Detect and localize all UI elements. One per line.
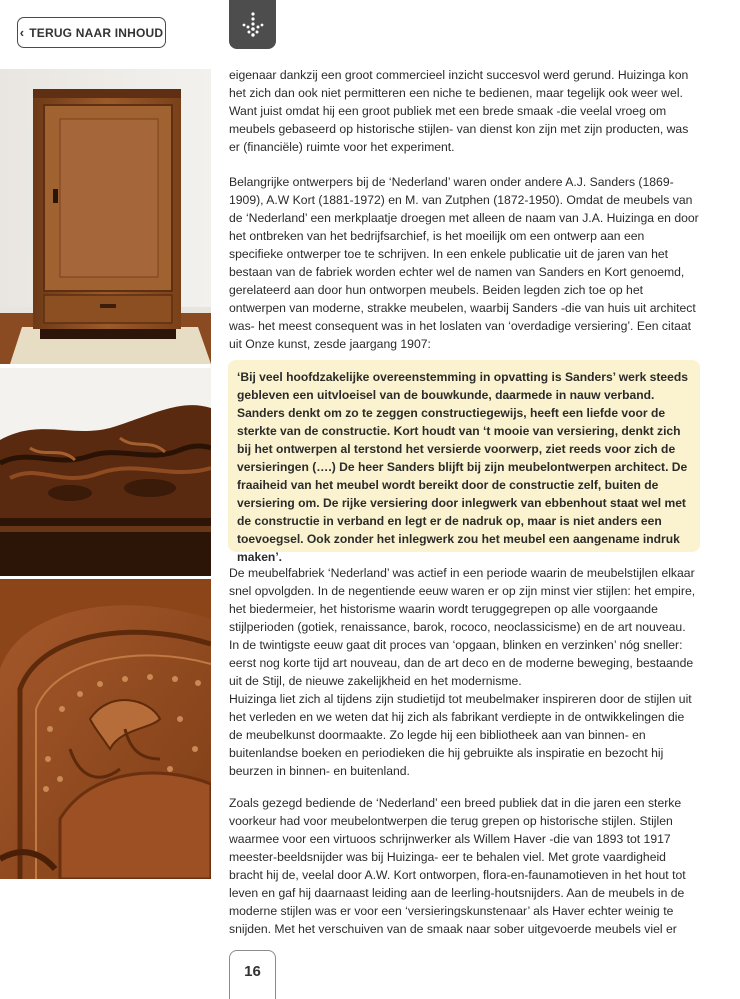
paragraph-text: Huizinga liet zich al tijdens zijn studietijd tot meubelmaker inspireren door de stijlen uit het verleden en we weten dat hij zich als fabrikant verdiepte in de ontwikkelingen die de meubelkunst doormaakte. Zo legde hij een bibliotheek aan van binnen- en buitenlandse boeken en periodieken die hij gebruikte als inspiratie en bezocht hij beurzen in binnen- en buitenland. [229, 692, 692, 778]
paragraph-haver [229, 794, 699, 938]
carved-door-panel-photo [0, 579, 211, 879]
paragraph-text: Belangrijke ontwerpers bij de ‘Nederland’ waren onder andere A.J. Sanders (1869-1909), A.W Kort (1881-1972) en M. van Zutphen (1872-1950). Omdat de meubels van de ‘Nederland’ een merkplaatje droegen met alleen de naam van J.A. Huizinga en door het ontbreken van het bedrijfsarchief, is het moeilijk om een ontwerp aan een specifieke ontwerper toe te schrijven. In een enkele publicatie uit de jaren van het bestaan van de fabriek worden echter wel de namen van Sanders en Kort genoemd, gerelateerd aan door hun ontworpen meubels. Beiden legden zich toe op het ontwerpen van moderne, strakke meubelen, waarbij Sanders -die van huis uit architect was- het meest consequent was in het loslaten van ‘overdadige versiering’. Een citaat uit Onze kunst, zesde jaargang 1907: [229, 175, 699, 351]
carved-wood-relief-photo [0, 368, 211, 576]
paragraph-styles [229, 564, 699, 780]
quote-box [228, 360, 700, 564]
paragraph-intro [229, 66, 699, 156]
quote-text: ‘Bij veel hoofdzakelijke overeenstemming in opvatting is Sanders’ werk steeds gebleven een uitvloeisel van de bouwkunde, daarmede in nauw verband. Sanders denkt om zo te zeggen constructiegewijs, heeft een liefde voor de sterkte van de constructie. Kort houdt van ‘t mooie van versiering, denkt zich bij het ontwerpen al terstond het versierde voorwerp, ziet reeds voor zich de versieringen (….) De heer Sanders blijft bij zijn meubelontwerpen architect. De fraaiheid van het meubel wordt bereikt door de constructie zelf, buiten de versiering om. De rijke versiering door inlegwerk van ebbenhout staat wel met de constructie in verband en legt er de nadruk op, maar is niet anders een toevoegsel. Ook zonder het inlegwerk zou het meubel een aangename indruk maken’. [237, 370, 688, 564]
paragraph-text: De meubelfabriek ‘Nederland’ was actief in een periode waarin de meubelstijlen elkaar snel opvolgden. In de negentiende eeuw waren er op zijn minst vier stijlen: het empire, het biedermeier, het historisme waarin wordt teruggegrepen op alle voorgaande stijlperioden (gotiek, renaissance, barok, rococo, neoclassicisme) en de art nouveau. In de twintigste eeuw gaat dit proces van ‘opgaan, blinken en verzinken’ nóg sneller: eerst nog korte tijd art nouveau, dan de art deco en de moderne beweging, bestaande uit de Stijl, de nieuwe zakelijkheid en het modernisme. [229, 566, 696, 688]
back-to-contents-label: TERUG NAAR INHOUD [29, 25, 164, 40]
chevron-left-icon: ‹ [19, 25, 25, 40]
page-number: 16 [229, 950, 276, 999]
paragraph-designers [229, 173, 699, 353]
back-to-contents-button[interactable] [17, 17, 166, 48]
paragraph-text: eigenaar dankzij een groot commercieel inzicht succesvol werd gerund. Huizinga kon het zich dan ook niet permitteren een niche te bedienen, maar tegelijk ook weer wel. Want juist omdat hij een groot publiek met een brede smaak -die veelal vroeg om meubels gebaseerd op historische stijlen- van dienst kon zijn met zijn producten, was er (financiële) ruimte voor het experiment. [229, 68, 689, 154]
wooden-cabinet-photo [0, 69, 211, 364]
scroll-down-tab[interactable] [229, 0, 276, 49]
paragraph-text: Zoals gezegd bediende de ‘Nederland’ een breed publiek dat in die jaren een sterke voorkeur had voor meubelontwerpen die terug grepen op historische stijlen. Stijlen waarmee voor een virtuoos schrijnwerker als Willem Haver -die van 1893 tot 1917 meester-beeldsnijder was bij Huizinga- eer te behalen viel. Met grote vaardigheid bracht hij de, veelal door A.W. Kort ontworpen, flora-en-faunamotieven in het hout tot leven en gaf hij daarnaast leiding aan de leerling-houtsnijders. Aan de meubels in de moderne stijlen was er voor een ‘versieringskunstenaar’ als Haver echter weinig te snijden. Met het verschuiven van de smaak naar sober uitgevoerde meubels viel er [229, 796, 686, 936]
dotted-arrow-down-icon [240, 10, 266, 40]
